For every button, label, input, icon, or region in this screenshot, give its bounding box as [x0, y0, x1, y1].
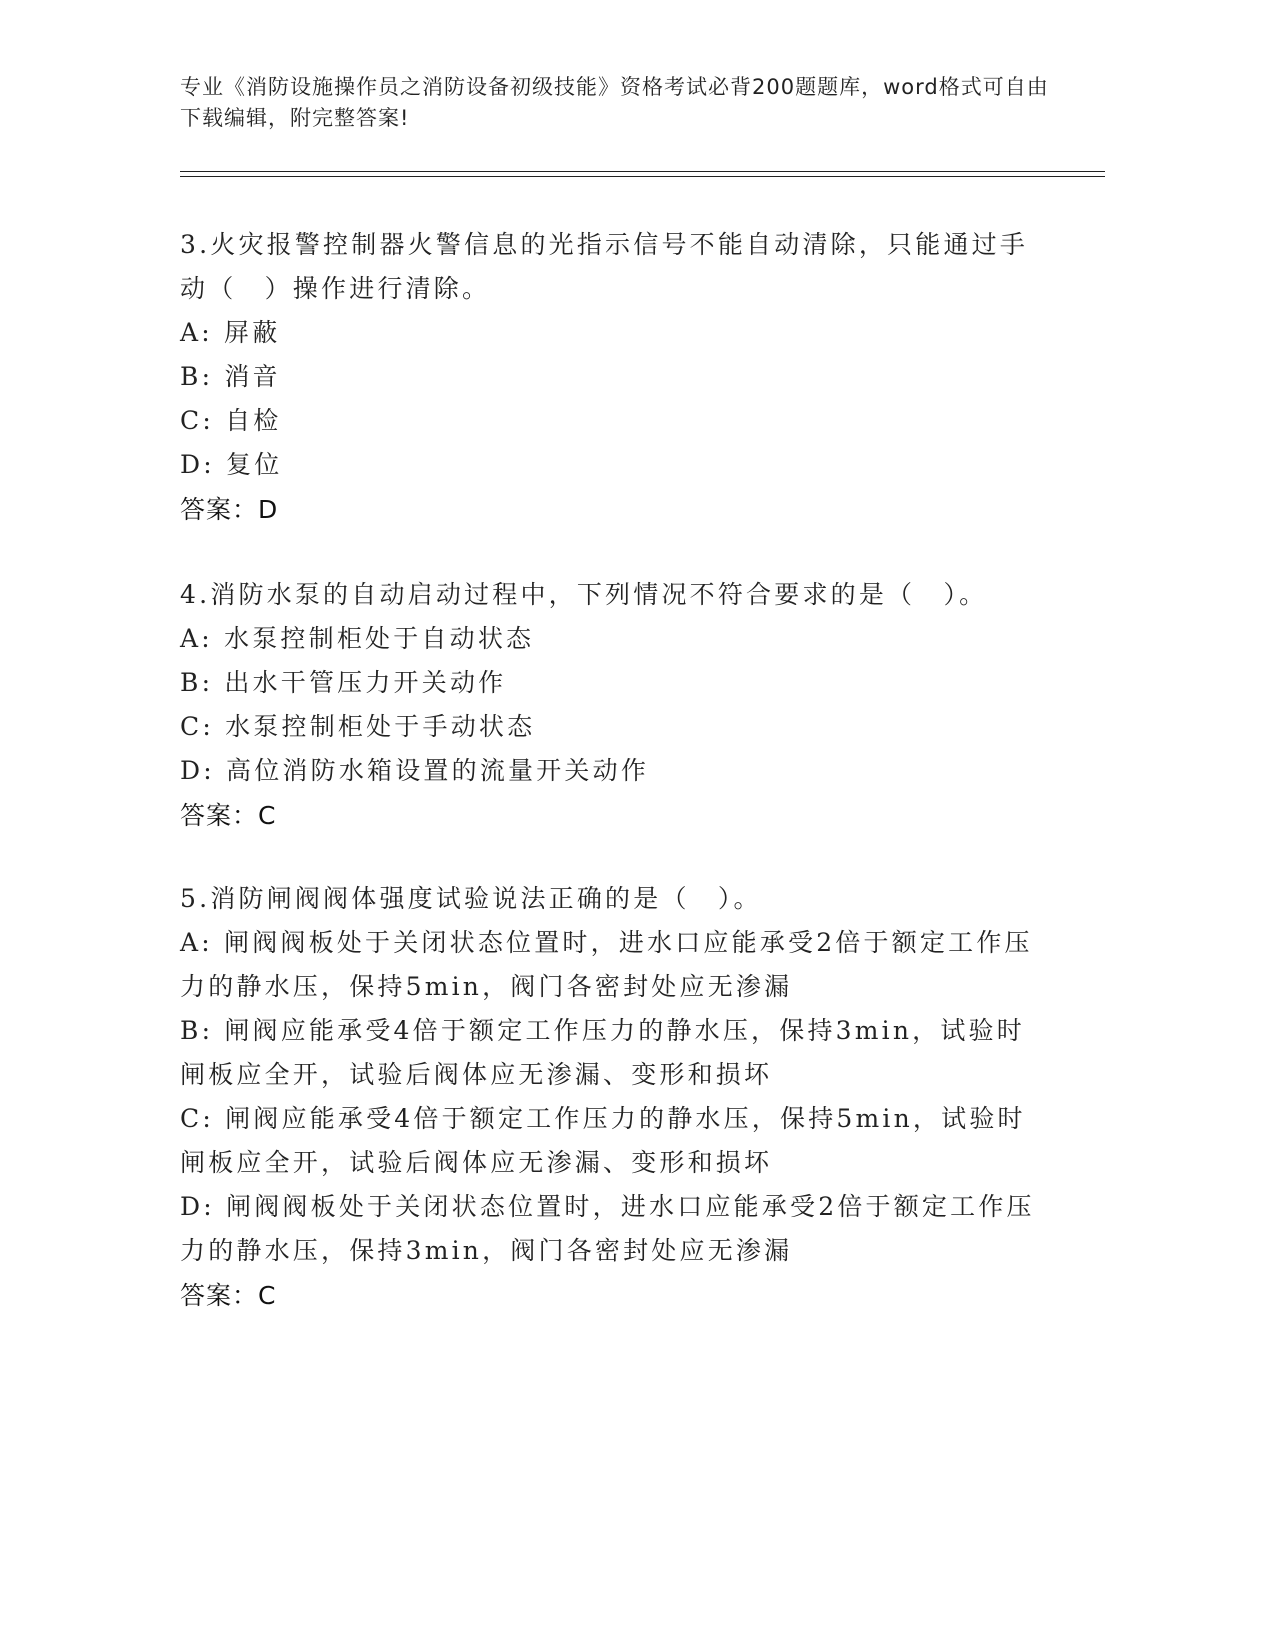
document-header: 专业《消防设施操作员之消防设备初级技能》资格考试必背200题题库，word格式可自由下载编辑，附完整答案! — [180, 75, 1049, 130]
question-3 — [180, 223, 1050, 533]
question-stem: 3.火灾报警控制器火警信息的光指示信号不能自动清除，只能通过手动（ ）操作进行清除。 — [180, 230, 1029, 303]
option-a: A: 水泵控制柜处于自动状态 — [180, 624, 535, 653]
option-b: B: 消音 — [180, 362, 281, 391]
answer-label: 答案：D — [180, 495, 279, 524]
question-4 — [180, 573, 1050, 839]
option-d: D: 高位消防水箱设置的流量开关动作 — [180, 756, 650, 785]
option-c: C: 自检 — [180, 406, 282, 435]
header-divider-bottom — [180, 176, 1105, 177]
option-c: C: 闸阀应能承受4倍于额定工作压力的静水压，保持5min，试验时闸板应全开，试验后阀体应无渗漏、变形和损坏 — [180, 1104, 1026, 1177]
option-d: D: 复位 — [180, 450, 283, 479]
option-a: A: 闸阀阀板处于关闭状态位置时，进水口应能承受2倍于额定工作压力的静水压，保持5min，阀门各密封处应无渗漏 — [180, 928, 1033, 1001]
option-b: B: 闸阀应能承受4倍于额定工作压力的静水压，保持3min，试验时闸板应全开，试验后阀体应无渗漏、变形和损坏 — [180, 1016, 1025, 1089]
option-b: B: 出水干管压力开关动作 — [180, 668, 507, 697]
question-stem: 4.消防水泵的自动启动过程中，下列情况不符合要求的是（ ）。 — [180, 580, 988, 609]
option-c: C: 水泵控制柜处于手动状态 — [180, 712, 536, 741]
option-d: D: 闸阀阀板处于关闭状态位置时，进水口应能承受2倍于额定工作压力的静水压，保持3min，阀门各密封处应无渗漏 — [180, 1192, 1035, 1265]
answer-label: 答案：C — [180, 801, 277, 830]
answer-label: 答案：C — [180, 1281, 277, 1310]
question-5 — [180, 877, 1050, 1319]
question-stem: 5.消防闸阀阀体强度试验说法正确的是（ ）。 — [180, 884, 762, 913]
header-divider-top — [180, 171, 1105, 172]
option-a: A: 屏蔽 — [180, 318, 281, 347]
